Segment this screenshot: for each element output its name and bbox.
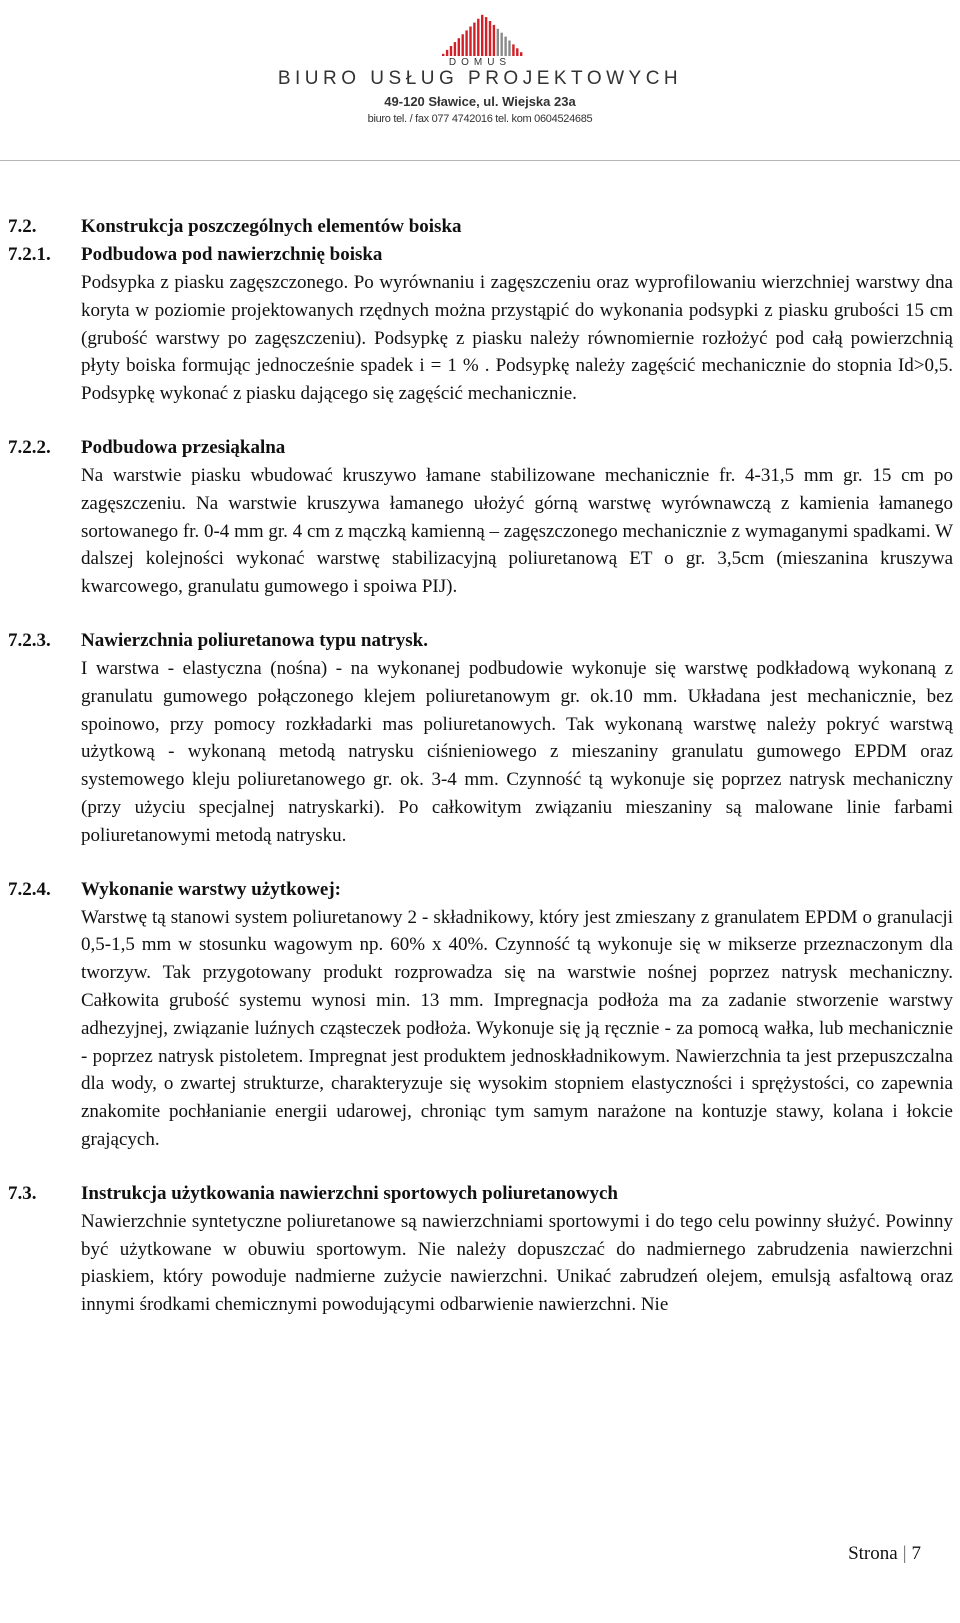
section-heading (8, 213, 953, 241)
section-heading (8, 627, 953, 655)
section-number: 7.3. (8, 1182, 37, 1204)
section-paragraph: Warstwę tą stanowi system poliuretanowy 2 - składnikowy, który jest zmieszany z granulatem EPDM o granulacji 0,5-1,5 mm w stosunku wagowym np. 60% x 40%. Czynność tą wykonuje się w mikserze przeznaczonym dla tworzyw. Tak przygotowany produkt rozprowadza się na warstwie nośnej poprzez natrysk mechaniczny. Całkowita grubość systemu wynosi min. 13 mm. Impregnacja podłoża ma za zadanie stworzenie warstwy adhezyjnej, związanie luźnych cząsteczek podłoża. Wykonuje się ją ręcznie - za pomocą wałka, lub mechanicznie - poprzez natrysk pistoletem. Impregnat jest produktem jednoskładnikowym. Nawierzchnia ta jest przepuszczalna dla wody, o zwartej strukturze, charakteryzuje się wysokim stopniem elastyczności i sprężystości, co zapewnia znakomite pochłanianie energii udarowej, chroniąc tym samym narażone na kontuzje stawy, kolana i łokcie grających. (81, 906, 953, 1150)
section-paragraph: Podsypka z piasku zagęszczonego. Po wyrównaniu i zagęszczeniu oraz wyprofilowaniu wierzchniej warstwy dna koryta w poziomie projektowanych rzędnych można przystąpić do wykonania podsypki z piasku grubości 15 cm (grubość warstwy po zagęszczeniu). Podsypkę z piasku należy równomiernie rozłożyć pod całą powierzchnią płyty boiska formując jednocześnie spadek i = 1 % . Podsypkę należy zagęścić mechanicznie do stopnia Id>0,5. Podsypkę wykonać z piasku dającego się zagęścić mechanicznie. (81, 272, 953, 405)
logo-stripe (458, 38, 460, 56)
logo-stripe (501, 33, 503, 56)
document-body (8, 213, 953, 1319)
page-separator: | (902, 1543, 907, 1564)
logo-stripe (473, 23, 475, 56)
section-heading (8, 434, 953, 462)
logo-stripe (485, 17, 487, 56)
section-title: Podbudowa przesiąkalna (81, 436, 286, 458)
logo-stripe (489, 21, 491, 56)
company-address: 49-120 Sławice, ul. Wiejska 23a (384, 94, 576, 109)
section-title: Konstrukcja poszczególnych elementów boiska (81, 216, 462, 237)
logo-stripe (520, 52, 522, 56)
logo-stripe (462, 34, 464, 56)
section-paragraph: I warstwa - elastyczna (nośna) - na wykonanej podbudowie wykonuje się warstwę podkładową wykonaną z granulatu gumowego połączonego klejem poliuretanowym gr. ok.10 mm. Układana jest mechanicznie, bez spoinowo, przy pomocy rozkładarki mas poliuretanowych. Tak wykonaną warstwę należy pokryć warstwą użytkową - wykonaną metodą natrysku ciśnieniowego z mieszaniny granulatu gumowego EPDM oraz systemowego kleju poliuretanowego gr. ok. 3-4 mm. Czynność tą wykonuje się poprzez natrysk mechaniczny (przy użyciu specjalnej natryskarki). Po całkowitym związaniu mieszaniny są malowane linie farbami poliuretanowymi metodą natrysku. (81, 657, 953, 846)
section-heading (8, 241, 953, 269)
logo-stripe (469, 27, 471, 57)
logo-stripe (477, 19, 479, 56)
brand-name: BIURO USŁUG PROJEKTOWYCH (277, 68, 683, 89)
logo-stripes (442, 15, 522, 56)
logo-stripe (454, 42, 456, 56)
section-heading (8, 876, 953, 904)
logo-stripe (465, 30, 467, 56)
page-number: 7 (911, 1543, 921, 1564)
section-paragraph: Na warstwie piasku wbudować kruszywo łamane stabilizowane mechanicznie fr. 4-31,5 mm gr. 15 cm po zagęszczeniu. Na warstwie kruszywa łamanego ułożyć górną warstwę wyrównawczą z kamienia łamanego sortowanego fr. 0-4 mm gr. 4 cm z mączką kamienną – zagęszczonego mechanicznie z wymaganymi spadkami. W dalszej kolejności wykonać warstwę stabilizacyjną poliuretanową ET o gr. 3,5cm (mieszanina kruszywa kwarcowego, granulatu gumowego i spoiwa PIJ). (81, 464, 953, 598)
logo-stripe (446, 50, 448, 56)
logo-stripe (508, 41, 510, 57)
page-footer (848, 1540, 921, 1568)
page-label: Strona (848, 1543, 898, 1564)
section-title: Nawierzchnia poliuretanowa typu natrysk. (81, 629, 428, 651)
section-heading (8, 1180, 953, 1208)
section-number: 7.2.1. (8, 244, 51, 265)
section-spacer (8, 1154, 953, 1180)
section-number: 7.2.3. (8, 629, 51, 651)
logo-stripe (442, 54, 444, 56)
logo-stripe (504, 37, 506, 56)
section-title: Podbudowa pod nawierzchnię boiska (81, 244, 383, 265)
section-spacer (8, 408, 953, 434)
section-title: Wykonanie warstwy użytkowej: (81, 878, 342, 900)
logo-stripe (493, 25, 495, 56)
section-number: 7.2.4. (8, 878, 51, 900)
logo-stripe (450, 46, 452, 56)
section-number: 7.2.2. (8, 436, 51, 458)
section-spacer (8, 850, 953, 876)
section-spacer (8, 601, 953, 627)
logo-stripe (516, 48, 518, 56)
section-paragraph: Nawierzchnie syntetyczne poliuretanowe są nawierzchniami sportowymi i do tego celu powinny służyć. Powinny być użytkowane w obuwiu sportowym. Nie należy dopuszczać do nadmiernego zabrudzenia nawierzchni piaskiem, który powoduje nadmierne zużycie nawierzchni. Unikać zabrudzeń olejem, emulsją asfaltową oraz innymi środkami chemicznymi powodującymi odbarwienie nawierzchni. Nie (81, 1210, 953, 1316)
header-divider (0, 160, 960, 161)
logo-stripe (497, 29, 499, 56)
company-phone: biuro tel. / fax 077 4742016 tel. kom 0604524685 (367, 113, 593, 125)
logo-stripe (512, 44, 514, 56)
page-header (0, 0, 960, 162)
brand-domus: DOMUS (448, 57, 512, 68)
domus-house-logo-icon (440, 12, 526, 60)
section-title: Instrukcja użytkowania nawierzchni sportowych poliuretanowych (81, 1182, 618, 1204)
logo-stripe (481, 15, 483, 56)
section-number: 7.2. (8, 216, 37, 237)
